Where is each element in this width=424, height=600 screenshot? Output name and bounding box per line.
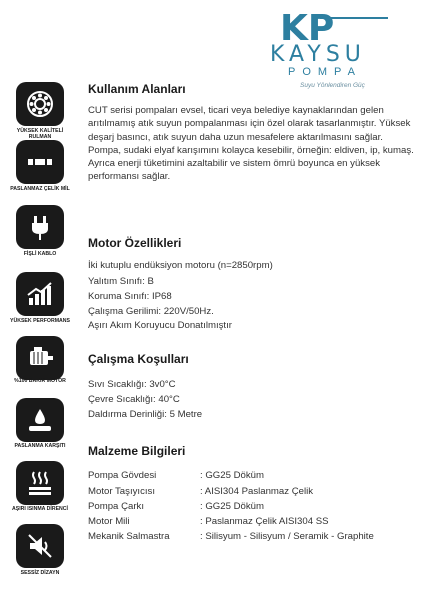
motor-line: Yalıtım Sınıfı: B (88, 276, 154, 287)
brand-slogan: Suyu Yönlendiren Güç (300, 82, 365, 89)
badge-mute (16, 524, 64, 568)
conditions-line: Çevre Sıcaklığı: 40°C (88, 394, 180, 405)
material-row (88, 516, 329, 527)
performance-icon (25, 279, 55, 309)
conditions-line: Daldırma Derinliği: 5 Metre (88, 409, 203, 420)
badge-label: SESSİZ DİZAYN (20, 570, 60, 576)
material-key: Mekanik Salmastra (88, 531, 170, 542)
badge-label: YÜKSEK KALİTELİ RULMAN (16, 128, 64, 140)
badge-label: %100 BAKIR MOTOR (14, 378, 66, 384)
motor-line: Çalışma Gerilimi: 220V/50Hz. (88, 306, 214, 317)
badge-anti-rust (16, 398, 64, 442)
badge-shaft (16, 140, 64, 184)
material-row (88, 501, 264, 512)
anti-rust-icon (25, 405, 55, 435)
motor-line: İki kutuplu endüksiyon motoru (n=2850rpm) (88, 260, 273, 271)
material-row (88, 531, 374, 542)
badge-heat (16, 461, 64, 505)
badge-label: AŞIRI ISINMA DİRENCİ (11, 506, 68, 512)
material-key: Motor Taşıyıcısı (88, 486, 155, 497)
badge-bearing (16, 82, 64, 126)
material-value: : AISI304 Paslanmaz Çelik (200, 486, 314, 497)
material-value: : GG25 Döküm (200, 501, 264, 512)
plug-icon (25, 212, 55, 242)
badge-label: YÜKSEK PERFORMANS (10, 318, 70, 324)
brand-logo (258, 8, 418, 88)
shaft-icon (25, 147, 55, 177)
usage-text: CUT serisi pompaları evsel, ticari veya belediye kaynaklarından gelen arıtılmamış atık suyun pompalanması için özel olarak tasarlanmıştır. Yüksek deşarj basıncı, atık suyun daha uzun mesafelere aktarılmasını sağlar. Pompa, sudaki elyaf karışımını kolayca kesebilir, örneğin: eldiven, ip, kumaş. Ayrıca enerji tüketimini azaltabilir ve sistem ömrü boyunca en yüksek performansı sağlar. (88, 105, 414, 183)
material-row (88, 486, 313, 497)
motor-title: Motor Özellikleri (88, 236, 182, 250)
usage-title: Kullanım Alanları (88, 82, 186, 96)
bearing-icon (25, 89, 55, 119)
badge-label: FİŞLİ KABLO (23, 251, 57, 257)
material-key: Motor Mili (88, 516, 130, 527)
brand-sub: POMPA (288, 66, 362, 78)
material-row (88, 470, 264, 481)
badge-label: PASLANMAZ ÇELİK MİL (10, 186, 70, 192)
material-value: : Silisyum - Silisyum / Seramik - Graphite (200, 531, 374, 542)
material-value: : GG25 Döküm (200, 470, 264, 481)
kp-logo-mark (280, 8, 390, 44)
badge-label: PASLANMA KARŞITI (14, 443, 66, 449)
motor-icon (25, 343, 55, 373)
heat-icon (25, 468, 55, 498)
material-key: Pompa Çarkı (88, 501, 144, 512)
mute-icon (25, 531, 55, 561)
motor-line: Koruma Sınıfı: IP68 (88, 291, 172, 302)
motor-line: Aşırı Akım Koruyucu Donatılmıştır (88, 320, 232, 331)
badge-plug (16, 205, 64, 249)
materials-title: Malzeme Bilgileri (88, 444, 186, 458)
conditions-title: Çalışma Koşulları (88, 352, 189, 366)
badge-motor (16, 336, 64, 380)
material-key: Pompa Gövdesi (88, 470, 157, 481)
material-value: : Paslanmaz Çelik AISI304 SS (200, 516, 329, 527)
brand-name: KAYSU (270, 42, 366, 67)
badge-performance (16, 272, 64, 316)
kp-text: KP (280, 8, 335, 44)
conditions-line: Sıvı Sıcaklığı: 3v0°C (88, 379, 176, 390)
